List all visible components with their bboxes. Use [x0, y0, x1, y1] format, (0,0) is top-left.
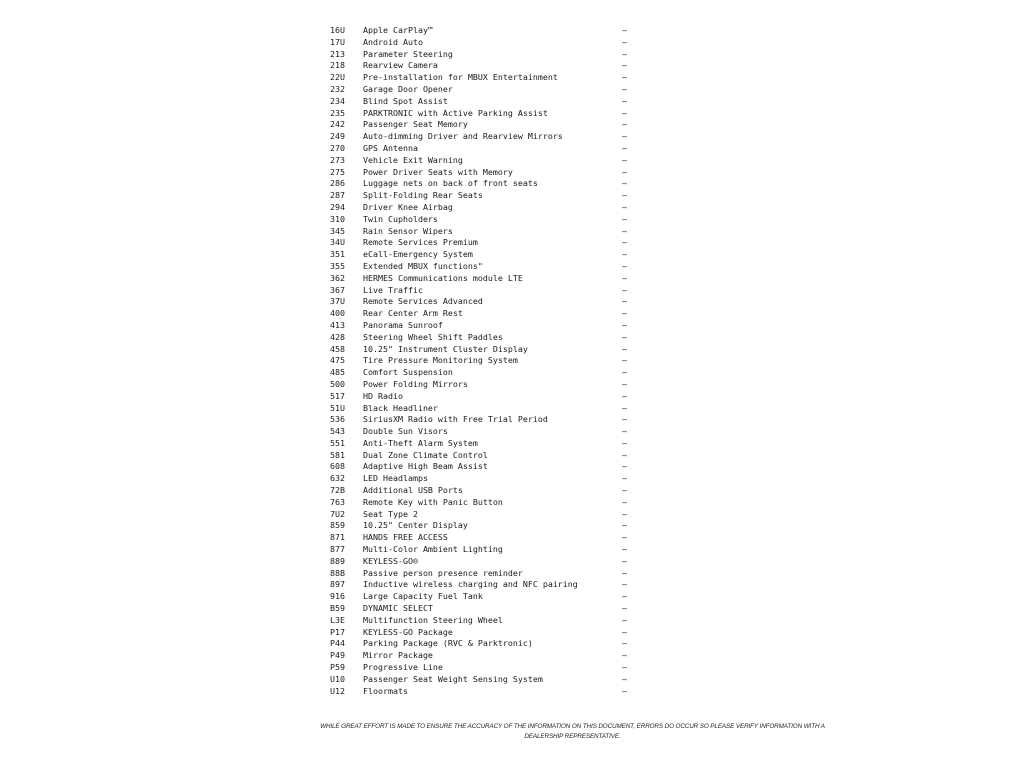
option-code: 458 [330, 343, 345, 354]
option-row [330, 296, 630, 308]
option-price: — [622, 25, 627, 35]
option-code: U10 [330, 673, 345, 684]
option-price: — [622, 567, 627, 578]
option-row [330, 226, 630, 238]
option-code: 355 [330, 260, 345, 271]
option-price: — [622, 367, 627, 378]
option-row [330, 509, 630, 521]
option-code: 234 [330, 95, 345, 106]
option-code: 475 [330, 355, 345, 366]
option-row [330, 167, 630, 179]
option-row [330, 627, 630, 639]
option-code: 51U [330, 402, 345, 413]
option-price: — [622, 355, 627, 366]
option-name: Blind Spot Assist [363, 95, 448, 106]
option-name: Vehicle Exit Warning [363, 154, 463, 165]
option-name: Parking Package (RVC & Parktronic) [363, 638, 533, 649]
option-price: — [622, 48, 627, 59]
disclaimer-line-1: WHILE GREAT EFFORT IS MADE TO ENSURE THE ACCURACY OF THE INFORMATION ON THIS DOCUMENT, ERRORS DO OCCUR SO PLEASE VERIFY INFORMATION WITH A [320, 723, 825, 730]
option-code: 17U [330, 36, 345, 47]
option-price: — [622, 591, 627, 602]
option-name: Passenger Seat Weight Sensing System [363, 673, 543, 684]
option-price: — [622, 213, 627, 224]
option-row [330, 249, 630, 261]
option-price: — [622, 555, 627, 566]
option-name: Floormats [363, 685, 408, 696]
option-price: — [622, 119, 627, 130]
option-price: — [622, 520, 627, 531]
option-name: Multi-Color Ambient Lighting [363, 544, 503, 555]
option-price: — [622, 614, 627, 625]
option-name: Rearview Camera [363, 60, 438, 71]
option-row [330, 131, 630, 143]
option-row [330, 155, 630, 167]
option-code: 877 [330, 544, 345, 555]
option-row [330, 273, 630, 285]
option-price: — [622, 260, 627, 271]
option-price: — [622, 378, 627, 389]
option-code: 543 [330, 426, 345, 437]
option-code: 275 [330, 166, 345, 177]
option-row [330, 119, 630, 131]
option-price: — [622, 638, 627, 649]
option-row [330, 579, 630, 591]
option-price: — [622, 673, 627, 684]
option-name: Panorama Sunroof [363, 319, 443, 330]
option-name: PARKTRONIC with Active Parking Assist [363, 107, 548, 118]
option-code: 16U [330, 25, 345, 35]
option-row [330, 285, 630, 297]
option-price: — [622, 485, 627, 496]
option-row [330, 367, 630, 379]
option-name: Remote Services Advanced [363, 296, 483, 307]
option-code: 536 [330, 414, 345, 425]
option-code: 517 [330, 390, 345, 401]
option-name: Garage Door Opener [363, 83, 453, 94]
option-code: 916 [330, 591, 345, 602]
option-row [330, 96, 630, 108]
option-price: — [622, 650, 627, 661]
option-row [330, 591, 630, 603]
option-price: — [622, 154, 627, 165]
option-code: 428 [330, 331, 345, 342]
option-price: — [622, 166, 627, 177]
option-name: Twin Cupholders [363, 213, 438, 224]
option-price: — [622, 579, 627, 590]
option-price: — [622, 319, 627, 330]
option-name: Large Capacity Fuel Tank [363, 591, 483, 602]
option-price: — [622, 331, 627, 342]
option-name: Rear Center Arm Rest [363, 308, 463, 319]
option-price: — [622, 60, 627, 71]
option-name: KEYLESS-GO Package [363, 626, 453, 637]
option-name: Adaptive High Beam Assist [363, 461, 488, 472]
option-price: — [622, 107, 627, 118]
option-name: eCall-Emergency System [363, 249, 473, 260]
option-price: — [622, 473, 627, 484]
option-code: 400 [330, 308, 345, 319]
option-name: Power Folding Mirrors [363, 378, 468, 389]
option-price: — [622, 296, 627, 307]
option-name: Parameter Steering [363, 48, 453, 59]
option-name: Tire Pressure Monitoring System [363, 355, 518, 366]
option-row [330, 60, 630, 72]
option-price: — [622, 343, 627, 354]
option-code: 485 [330, 367, 345, 378]
option-code: 763 [330, 496, 345, 507]
option-row [330, 261, 630, 273]
option-name: Driver Knee Airbag [363, 201, 453, 212]
option-price: — [622, 603, 627, 614]
option-name: Power Driver Seats with Memory [363, 166, 513, 177]
option-code: 871 [330, 532, 345, 543]
option-price: — [622, 426, 627, 437]
option-name: Dual Zone Climate Control [363, 449, 488, 460]
option-name: Passenger Seat Memory [363, 119, 468, 130]
option-name: Split-Folding Rear Seats [363, 190, 483, 201]
option-row [330, 450, 630, 462]
option-code: P44 [330, 638, 345, 649]
option-name: DYNAMIC SELECT [363, 603, 433, 614]
option-code: 897 [330, 579, 345, 590]
option-price: — [622, 508, 627, 519]
option-code: 632 [330, 473, 345, 484]
option-row [330, 615, 630, 627]
option-row [330, 638, 630, 650]
option-code: 362 [330, 272, 345, 283]
option-price: — [622, 142, 627, 153]
option-name: GPS Antenna [363, 142, 418, 153]
option-code: P49 [330, 650, 345, 661]
option-price: — [622, 496, 627, 507]
option-name: KEYLESS-GO® [363, 555, 418, 566]
option-code: 242 [330, 119, 345, 130]
option-row [330, 143, 630, 155]
option-name: Steering Wheel Shift Paddles [363, 331, 503, 342]
option-row [330, 25, 630, 37]
option-code: 232 [330, 83, 345, 94]
option-code: 213 [330, 48, 345, 59]
option-name: Pre-installation for MBUX Entertainment [363, 72, 558, 83]
option-code: U12 [330, 685, 345, 696]
options-list [330, 25, 630, 697]
option-code: 889 [330, 555, 345, 566]
option-row [330, 426, 630, 438]
option-row [330, 379, 630, 391]
option-price: — [622, 225, 627, 236]
option-code: 270 [330, 142, 345, 153]
option-row [330, 414, 630, 426]
option-price: — [622, 284, 627, 295]
disclaimer [320, 722, 825, 741]
option-row [330, 662, 630, 674]
option-code: 608 [330, 461, 345, 472]
option-price: — [622, 449, 627, 460]
option-row [330, 178, 630, 190]
option-code: 7U2 [330, 508, 345, 519]
option-row [330, 544, 630, 556]
option-price: — [622, 237, 627, 248]
option-price: — [622, 390, 627, 401]
option-name: Additional USB Ports [363, 485, 463, 496]
option-row [330, 214, 630, 226]
option-row [330, 237, 630, 249]
option-code: 413 [330, 319, 345, 330]
option-name: LED Headlamps [363, 473, 428, 484]
option-code: 286 [330, 178, 345, 189]
option-row [330, 108, 630, 120]
option-price: — [622, 662, 627, 673]
option-code: 551 [330, 437, 345, 448]
option-code: 34U [330, 237, 345, 248]
option-name: Black Headliner [363, 402, 438, 413]
option-name: Auto-dimming Driver and Rearview Mirrors [363, 131, 563, 142]
option-code: L3E [330, 614, 345, 625]
option-price: — [622, 95, 627, 106]
option-code: B59 [330, 603, 345, 614]
option-row [330, 650, 630, 662]
option-row [330, 556, 630, 568]
option-row [330, 603, 630, 615]
option-row [330, 37, 630, 49]
option-row [330, 438, 630, 450]
option-row [330, 473, 630, 485]
option-code: 22U [330, 72, 345, 83]
option-price: — [622, 461, 627, 472]
option-row [330, 520, 630, 532]
option-price: — [622, 249, 627, 260]
option-code: 351 [330, 249, 345, 260]
option-name: SiriusXM Radio with Free Trial Period [363, 414, 548, 425]
option-name: Rain Sensor Wipers [363, 225, 453, 236]
option-row [330, 344, 630, 356]
option-price: — [622, 402, 627, 413]
option-row [330, 686, 630, 698]
option-price: — [622, 72, 627, 83]
option-price: — [622, 626, 627, 637]
option-price: — [622, 532, 627, 543]
option-name: Extended MBUX functions" [363, 260, 483, 271]
option-name: Comfort Suspension [363, 367, 453, 378]
option-price: — [622, 272, 627, 283]
disclaimer-line-2: DEALERSHIP REPRESENTATIVE. [524, 732, 621, 740]
option-price: — [622, 308, 627, 319]
option-row [330, 461, 630, 473]
option-name: Double Sun Visors [363, 426, 448, 437]
option-code: 345 [330, 225, 345, 236]
option-code: 581 [330, 449, 345, 460]
option-price: — [622, 201, 627, 212]
option-price: — [622, 190, 627, 201]
option-code: 310 [330, 213, 345, 224]
option-code: 367 [330, 284, 345, 295]
option-code: P59 [330, 662, 345, 673]
option-code: 249 [330, 131, 345, 142]
option-row [330, 391, 630, 403]
option-row [330, 485, 630, 497]
option-row [330, 308, 630, 320]
option-name: HERMES Communications module LTE [363, 272, 523, 283]
option-code: 859 [330, 520, 345, 531]
option-price: — [622, 36, 627, 47]
option-row [330, 320, 630, 332]
option-name: Progressive Line [363, 662, 443, 673]
option-row [330, 72, 630, 84]
option-code: 72B [330, 485, 345, 496]
option-code: 273 [330, 154, 345, 165]
option-price: — [622, 685, 627, 696]
option-name: HD Radio [363, 390, 403, 401]
option-name: Android Auto [363, 36, 423, 47]
option-row [330, 84, 630, 96]
option-name: 10.25" Instrument Cluster Display [363, 343, 528, 354]
option-name: Remote Services Premium [363, 237, 478, 248]
option-row [330, 49, 630, 61]
option-price: — [622, 414, 627, 425]
option-price: — [622, 83, 627, 94]
option-row [330, 355, 630, 367]
option-name: Passive person presence reminder [363, 567, 523, 578]
option-row [330, 497, 630, 509]
option-name: HANDS FREE ACCESS [363, 532, 448, 543]
option-row [330, 532, 630, 544]
option-name: Seat Type 2 [363, 508, 418, 519]
option-price: — [622, 178, 627, 189]
option-code: 294 [330, 201, 345, 212]
option-code: 218 [330, 60, 345, 71]
option-code: P17 [330, 626, 345, 637]
option-name: Multifunction Steering Wheel [363, 614, 503, 625]
option-name: Remote Key with Panic Button [363, 496, 503, 507]
option-name: Live Traffic [363, 284, 423, 295]
option-name: Inductive wireless charging and NFC pairing [363, 579, 578, 590]
option-row [330, 568, 630, 580]
option-row [330, 202, 630, 214]
option-name: Apple CarPlay™ [363, 25, 433, 35]
option-row [330, 674, 630, 686]
option-code: 235 [330, 107, 345, 118]
option-price: — [622, 131, 627, 142]
option-code: 500 [330, 378, 345, 389]
option-code: 88B [330, 567, 345, 578]
option-price: — [622, 544, 627, 555]
option-price: — [622, 437, 627, 448]
option-code: 37U [330, 296, 345, 307]
option-row [330, 403, 630, 415]
option-name: Luggage nets on back of front seats [363, 178, 538, 189]
option-code: 287 [330, 190, 345, 201]
option-name: 10.25" Center Display [363, 520, 468, 531]
option-name: Mirror Package [363, 650, 433, 661]
option-row [330, 332, 630, 344]
option-name: Anti-Theft Alarm System [363, 437, 478, 448]
option-row [330, 190, 630, 202]
